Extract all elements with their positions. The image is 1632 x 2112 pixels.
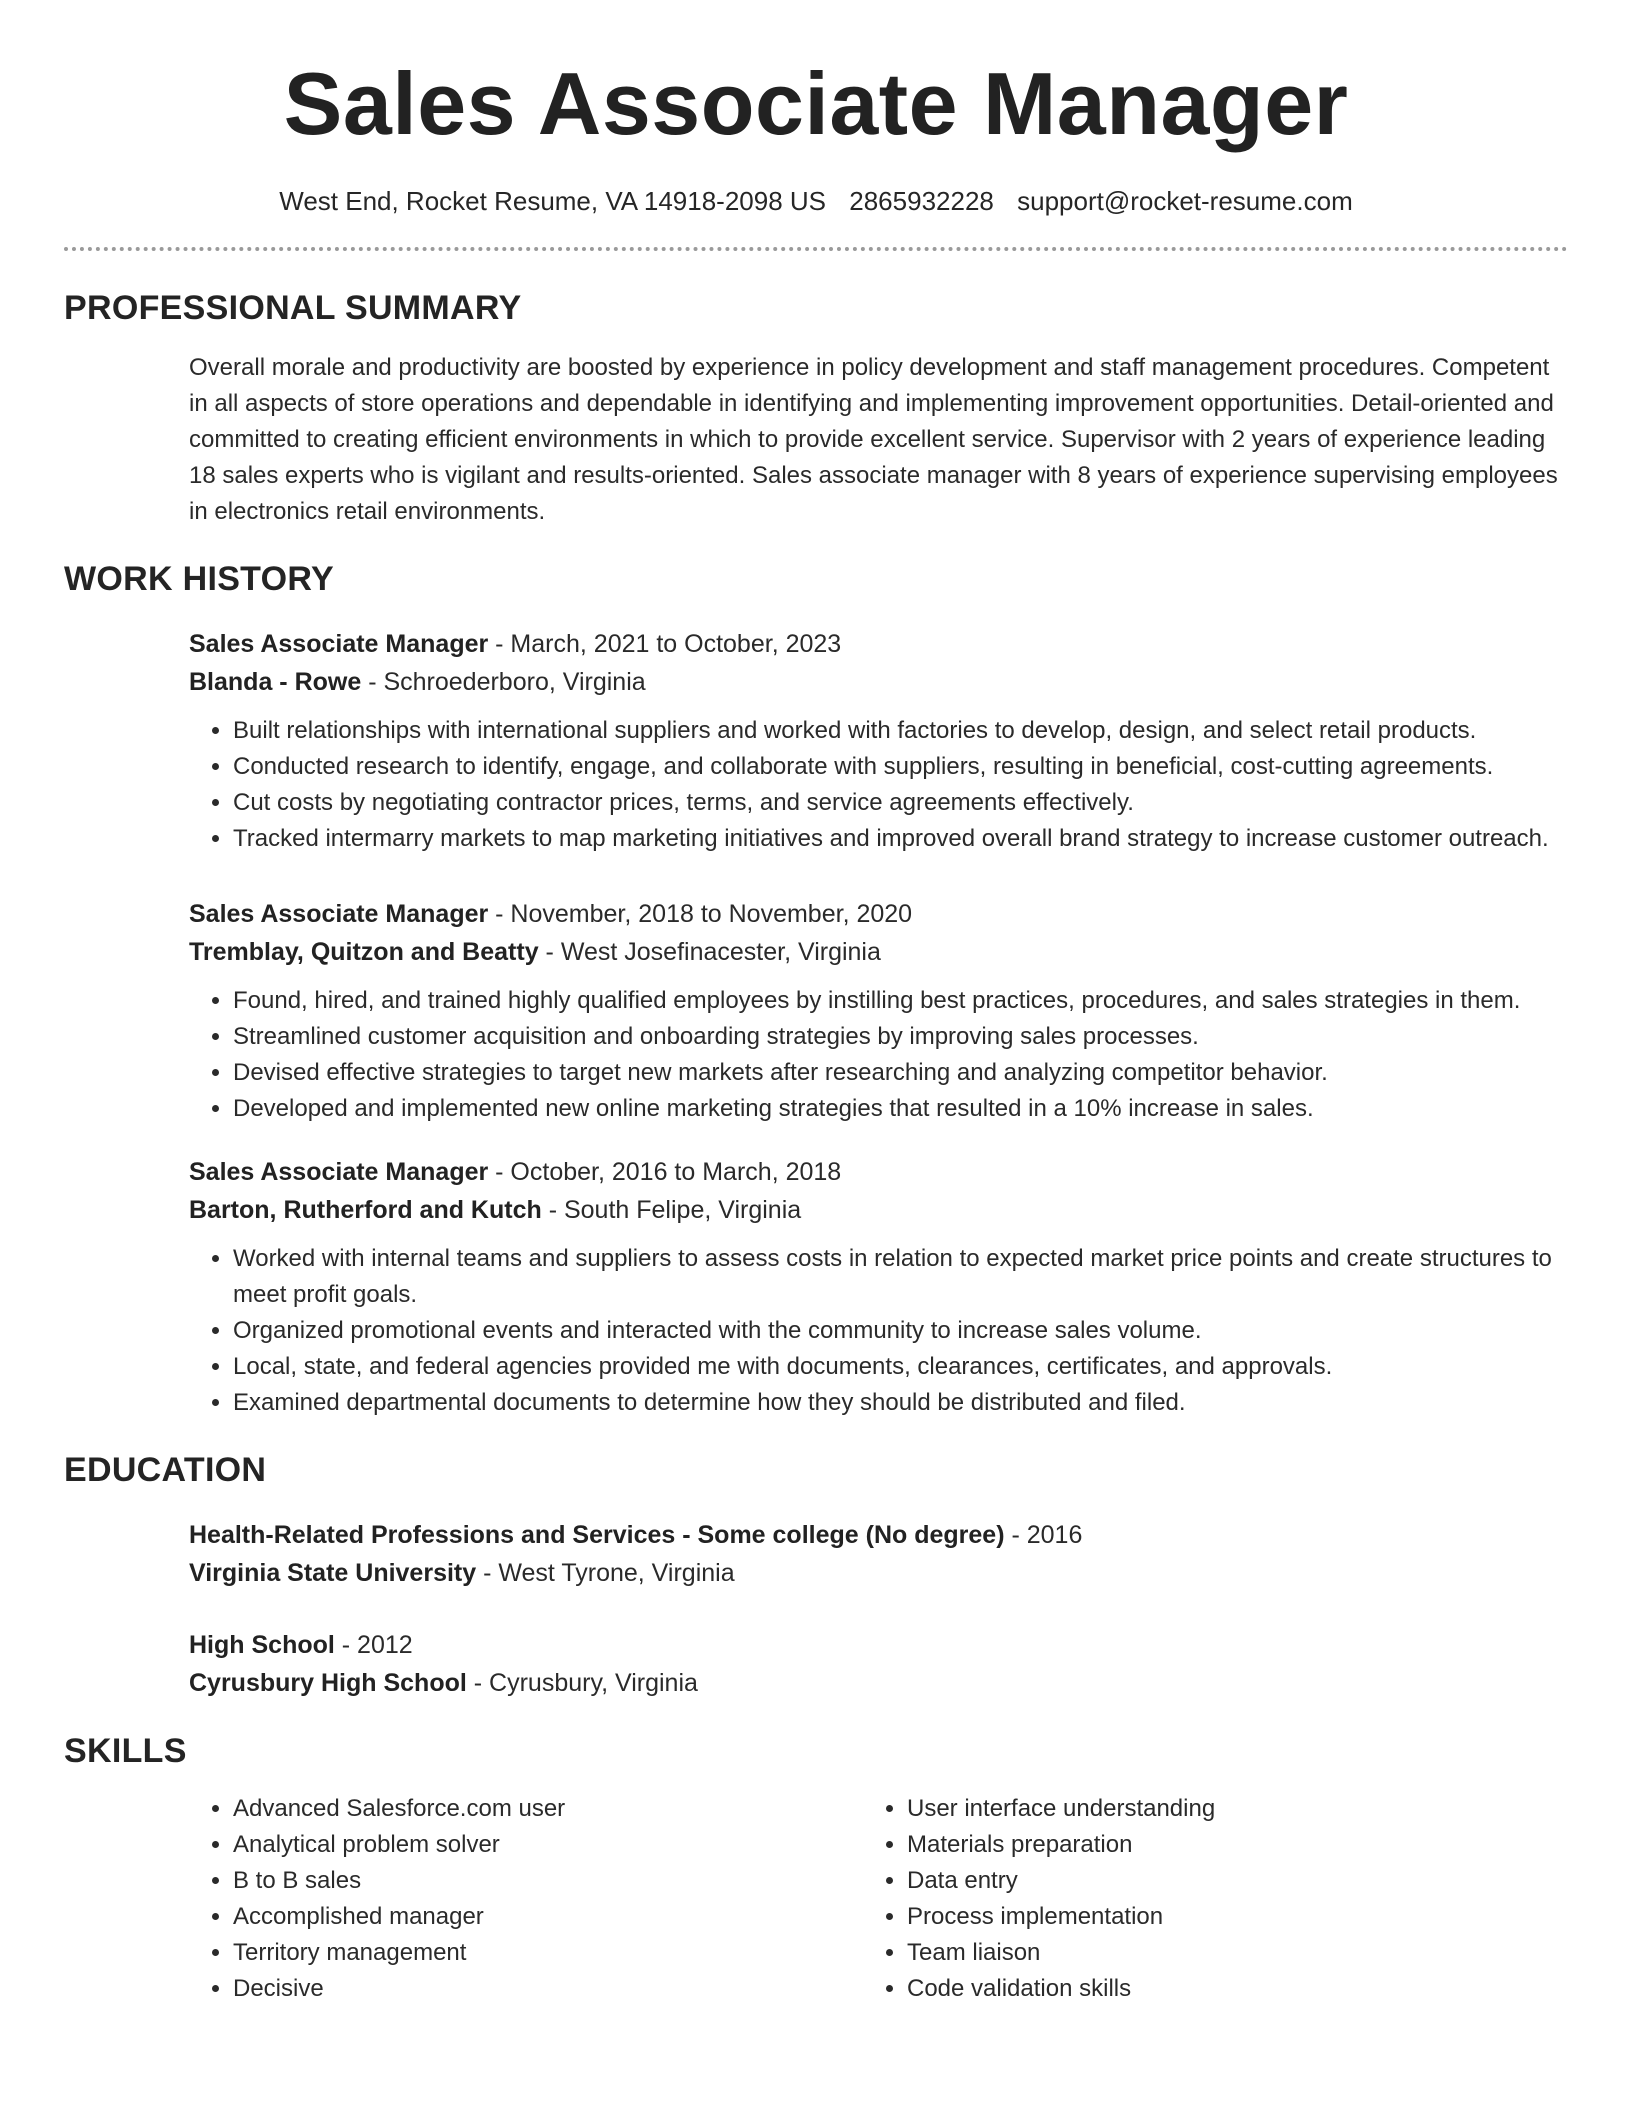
job-role-line	[189, 895, 1568, 933]
job-bullet: • Conducted research to identify, engage, and collaborate with suppliers, resulting in beneficial, cost-cutting agreements.	[233, 749, 1568, 785]
skill-item: • B to B sales	[233, 1863, 863, 1899]
education-school: Virginia State University	[189, 1559, 477, 1587]
job-bullet: • Local, state, and federal agencies provided me with documents, clearances, certificates, and approvals.	[233, 1349, 1568, 1385]
job-bullet: • Found, hired, and trained highly qualified employees by instilling best practices, procedures, and sales strategies in them.	[233, 983, 1568, 1019]
skills-list-right	[863, 1791, 1407, 2007]
contact-info	[64, 186, 1568, 217]
job-company-line	[189, 663, 1568, 701]
education-school: Cyrusbury High School	[189, 1669, 467, 1697]
education-location: - West Tyrone, Virginia	[476, 1559, 735, 1587]
skill-item: • Process implementation	[907, 1899, 1407, 1935]
job-role-line	[189, 625, 1568, 663]
skill-item: • Materials preparation	[907, 1827, 1407, 1863]
contact-email: support@rocket-resume.com	[1017, 186, 1353, 216]
job-entry	[189, 625, 1568, 857]
education-degree-line	[189, 1516, 1568, 1554]
skill-item: • Code validation skills	[907, 1971, 1407, 2007]
job-company: Blanda - Rowe	[189, 668, 362, 696]
job-bullets	[189, 713, 1568, 857]
candidate-name: Sales Associate Manager	[283, 54, 1349, 153]
job-location: - West Josefinacester, Virginia	[538, 938, 881, 966]
education-school-line	[189, 1554, 1568, 1592]
skills-list-left	[189, 1791, 863, 2007]
job-bullets	[189, 1241, 1568, 1421]
section-title-work-history: WORK HISTORY	[64, 560, 334, 598]
job-bullet: • Tracked intermarry markets to map marketing initiatives and improved overall brand strategy to increase customer outreach.	[233, 821, 1568, 857]
job-role-line	[189, 1153, 1568, 1191]
education-degree: Health-Related Professions and Services - Some college (No degree)	[189, 1521, 1005, 1549]
header-divider	[64, 247, 1568, 251]
job-company: Barton, Rutherford and Kutch	[189, 1196, 542, 1224]
job-entry	[189, 1153, 1568, 1421]
job-bullet: • Built relationships with international suppliers and worked with factories to develop, design, and select retail products.	[233, 713, 1568, 749]
summary-section	[64, 289, 1568, 530]
skills-section	[64, 1732, 1568, 2007]
skill-item: • Team liaison	[907, 1935, 1407, 1971]
education-school-line	[189, 1664, 1568, 1702]
education-degree: High School	[189, 1631, 335, 1659]
job-bullet: • Cut costs by negotiating contractor prices, terms, and service agreements effectively.	[233, 785, 1568, 821]
skill-item: • User interface understanding	[907, 1791, 1407, 1827]
education-degree-line	[189, 1626, 1568, 1664]
skill-item: • Territory management	[233, 1935, 863, 1971]
job-bullet: • Developed and implemented new online marketing strategies that resulted in a 10% increase in sales.	[233, 1091, 1568, 1127]
education-entry	[189, 1626, 1568, 1702]
work-history-section	[64, 560, 1568, 1421]
job-bullet: • Streamlined customer acquisition and onboarding strategies by improving sales processes.	[233, 1019, 1568, 1055]
summary-text: Overall morale and productivity are boosted by experience in policy development and staff management procedures. Competent in all aspects of store operations and dependable in identifying and implementing improvement opportunities. Detail-oriented and committed to creating efficient environments in which to provide excellent service. Supervisor with 2 years of experience leading 18 sales experts who is vigilant and results-oriented. Sales associate manager with 8 years of experience supervising employees in electronics retail environments.	[189, 354, 1558, 525]
job-role: Sales Associate Manager	[189, 900, 489, 928]
skill-item: • Data entry	[907, 1863, 1407, 1899]
skill-item: • Accomplished manager	[233, 1899, 863, 1935]
job-entry	[189, 895, 1568, 1127]
education-entry	[189, 1516, 1568, 1592]
job-bullet: • Organized promotional events and interacted with the community to increase sales volume.	[233, 1313, 1568, 1349]
job-company: Tremblay, Quitzon and Beatty	[189, 938, 539, 966]
education-year: - 2016	[1004, 1521, 1083, 1549]
job-company-line	[189, 1191, 1568, 1229]
skill-item: • Analytical problem solver	[233, 1827, 863, 1863]
contact-address: West End, Rocket Resume, VA 14918-2098 US	[279, 186, 827, 216]
education-section	[64, 1451, 1568, 1702]
job-role: Sales Associate Manager	[189, 630, 489, 658]
section-title-education: EDUCATION	[64, 1451, 267, 1489]
education-location: - Cyrusbury, Virginia	[466, 1669, 698, 1697]
education-year: - 2012	[334, 1631, 413, 1659]
job-dates: - October, 2016 to March, 2018	[488, 1158, 842, 1186]
job-bullet: • Examined departmental documents to determine how they should be distributed and filed.	[233, 1385, 1568, 1421]
job-bullet: • Devised effective strategies to target new markets after researching and analyzing competitor behavior.	[233, 1055, 1568, 1091]
job-role: Sales Associate Manager	[189, 1158, 489, 1186]
job-location: - Schroederboro, Virginia	[361, 668, 646, 696]
job-bullets	[189, 983, 1568, 1127]
skill-item: • Advanced Salesforce.com user	[233, 1791, 863, 1827]
job-dates: - November, 2018 to November, 2020	[488, 900, 913, 928]
section-title-summary: PROFESSIONAL SUMMARY	[64, 289, 522, 327]
job-bullet: • Worked with internal teams and suppliers to assess costs in relation to expected market price points and create structures to meet profit goals.	[233, 1241, 1568, 1313]
job-company-line	[189, 933, 1568, 971]
skill-item: • Decisive	[233, 1971, 863, 2007]
job-dates: - March, 2021 to October, 2023	[488, 630, 842, 658]
skills-columns	[189, 1791, 1568, 2007]
section-title-skills: SKILLS	[64, 1732, 187, 1770]
job-location: - South Felipe, Virginia	[541, 1196, 802, 1224]
contact-phone: 2865932228	[849, 186, 994, 216]
